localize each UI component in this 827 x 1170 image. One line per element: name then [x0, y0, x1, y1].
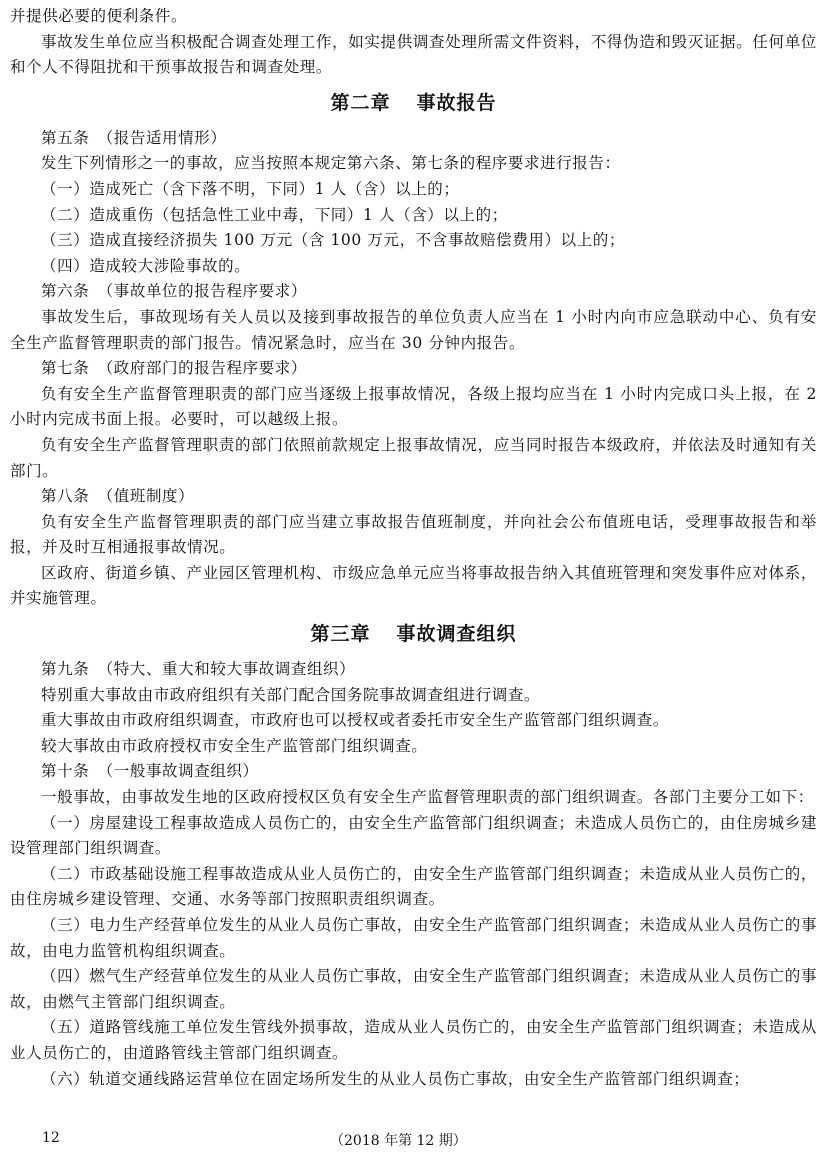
list-item: （三）电力生产经营单位发生的从业人员伤亡事故，由安全生产监管部门组织调查；未造成从业人员伤亡的事故，由电力监管机构组织调查。 [10, 916, 817, 960]
list-item: （四）造成较大涉险事故的。 [41, 256, 251, 275]
list-item: （四）燃气生产经营单位发生的从业人员伤亡事故，由安全生产监管部门组织调查；未造成从业人员伤亡的事故，由燃气主管部门组织调查。 [10, 967, 817, 1011]
paragraph: 事故发生后，事故现场有关人员以及接到事故报告的单位负责人应当在 1 小时内向市应急联动中心、负有安全生产监督管理职责的部门报告。情况紧急时，应当在 30 分钟内报告。 [10, 307, 817, 352]
paragraph: 区政府、街道乡镇、产业园区管理机构、市级应急单元应当将事故报告纳入其值班管理和突发事件应对体系，并实施管理。 [10, 563, 817, 608]
paragraph: 较大事故由市政府授权市安全生产监管部门组织调查。 [41, 736, 428, 755]
article-5-heading: 第五条 （报告适用情形） [41, 128, 227, 147]
article-10-heading: 第十条 （一般事故调查组织） [41, 762, 259, 781]
list-item: （二）市政基础设施工程事故造成从业人员伤亡的，由安全生产监管部门组织调查；未造成从业人员伤亡的，由住房城乡建设管理、交通、水务等部门按照职责组织调查。 [10, 864, 817, 909]
paragraph: 负有安全生产监督管理职责的部门应当建立事故报告值班制度，并向社会公布值班电话，受理事故报告和举报，并及时互相通报事故情况。 [10, 512, 817, 557]
article-9-heading: 第九条 （特大、重大和较大事故调查组织） [41, 660, 356, 679]
article-6-heading: 第六条 （事故单位的报告程序要求） [41, 282, 307, 301]
paragraph: 特别重大事故由市政府组织有关部门配合国务院事故调查组进行调查。 [41, 685, 541, 704]
page-content [10, 4, 817, 1092]
list-item: （一）房屋建设工程事故造成人员伤亡的，由安全生产监管部门组织调查；未造成人员伤亡的，由住房城乡建设管理部门组织调查。 [10, 813, 817, 858]
chapter-3-title: 事故调查组织 [396, 623, 517, 646]
list-item: （一）造成死亡（含下落不明，下同）1 人（含）以上的； [41, 179, 460, 198]
page-number: 12 [42, 1130, 60, 1146]
article-8-heading: 第八条 （值班制度） [41, 487, 195, 506]
chapter-3-number: 第三章 [310, 623, 371, 646]
chapter-2-heading [10, 88, 817, 118]
paragraph: 负有安全生产监督管理职责的部门依照前款规定上报事故情况，应当同时报告本级政府，并依法及时通知有关部门。 [10, 435, 817, 480]
paragraph: 负有安全生产监督管理职责的部门应当逐级上报事故情况，各级上报均应当在 1 小时内完成口头上报，在 2 小时内完成书面上报。必要时，可以越级上报。 [10, 384, 817, 429]
chapter-3-heading [10, 619, 817, 649]
chapter-2-title: 事故报告 [416, 91, 497, 114]
list-item: （二）造成重伤（包括急性工业中毒，下同）1 人（含）以上的； [41, 205, 508, 224]
paragraph: 一般事故，由事故发生地的区政府授权区负有安全生产监督管理职责的部门组织调查。各部门主要分工如下： [41, 788, 814, 807]
paragraph-investigation-cooperation: 事故发生单位应当积极配合调查处理工作，如实提供调查处理所需文件资料，不得伪造和毁灭证据。任何单位和个人不得阻扰和干预事故报告和调查处理。 [10, 32, 817, 77]
paragraph: 发生下列情形之一的事故，应当按照本规定第六条、第七条的程序要求进行报告： [41, 154, 621, 173]
list-item: （五）道路管线施工单位发生管线外损事故，造成从业人员伤亡的，由安全生产监管部门组织调查；未造成从业人员伤亡的，由道路管线主管部门组织调查。 [10, 1018, 817, 1062]
list-item: （六）轨道交通线路运营单位在固定场所发生的从业人员伤亡事故，由安全生产监管部门组织调查； [41, 1069, 750, 1088]
page-footer [0, 1130, 827, 1150]
paragraph: 重大事故由市政府组织调查，市政府也可以授权或者委托市安全生产监管部门组织调查。 [41, 711, 669, 730]
chapter-2-number: 第二章 [330, 91, 391, 114]
list-item: （三）造成直接经济损失 100 万元（含 100 万元，不含事故赔偿费用）以上的； [41, 231, 625, 250]
article-7-heading: 第七条 （政府部门的报告程序要求） [41, 359, 307, 378]
paragraph-continuation: 并提供必要的便利条件。 [10, 7, 188, 25]
issue-label: （2018 年第 12 期） [330, 1133, 467, 1149]
